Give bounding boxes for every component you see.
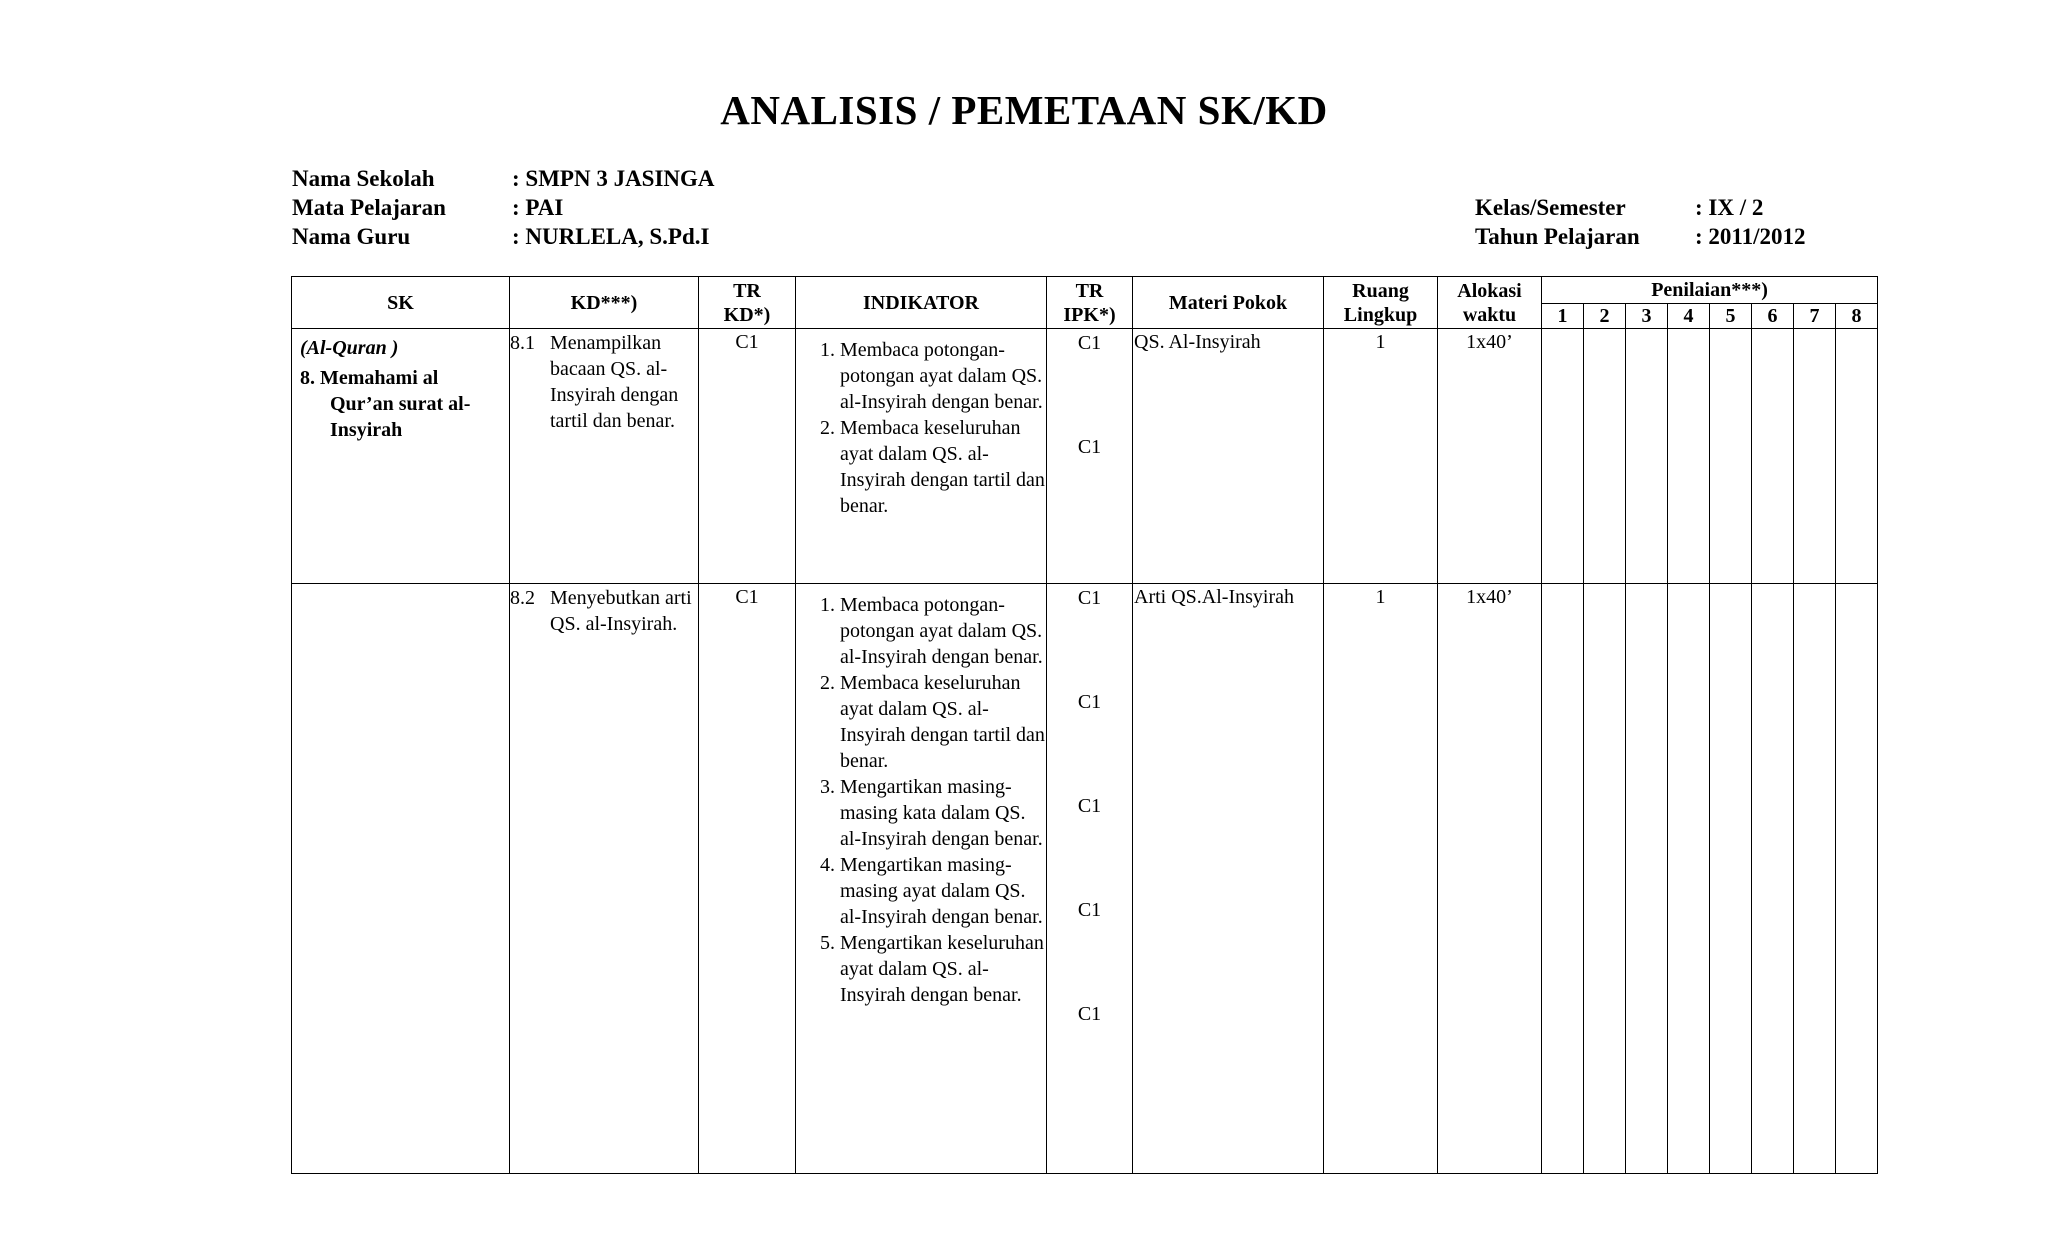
tr-kd-cell: C1 bbox=[699, 584, 796, 1174]
indicator-item: 3. Mengartikan masing-masing kata dalam QS. al-Insyirah dengan benar. bbox=[840, 774, 1046, 852]
table-row bbox=[292, 584, 1878, 1174]
indicator-list bbox=[796, 592, 1046, 1008]
col-alokasi-label: Alokasi waktu bbox=[1457, 279, 1522, 326]
penilaian-cell bbox=[1668, 329, 1710, 584]
class-row bbox=[1475, 193, 1806, 222]
col-sk: SK bbox=[292, 277, 510, 329]
header-row bbox=[292, 277, 1878, 304]
indikator-cell bbox=[796, 584, 1047, 1174]
col-kd: KD***) bbox=[510, 277, 699, 329]
penilaian-cell bbox=[1752, 329, 1794, 584]
indicator-item: 2. Membaca keseluruhan ayat dalam QS. al-Insyirah dengan tartil dan benar. bbox=[840, 670, 1046, 774]
indicator-item: 2. Membaca keseluruhan ayat dalam QS. al-Insyirah dengan tartil dan benar. bbox=[840, 415, 1046, 519]
tr-ipk-cell bbox=[1047, 329, 1133, 584]
col-tr-ipk bbox=[1047, 277, 1133, 329]
penilaian-cell bbox=[1668, 584, 1710, 1174]
col-penilaian: Penilaian***) bbox=[1542, 277, 1878, 304]
school-value: : SMPN 3 JASINGA bbox=[512, 166, 715, 191]
penilaian-col-6: 6 bbox=[1752, 304, 1794, 329]
penilaian-col-1: 1 bbox=[1542, 304, 1584, 329]
subject-label: Mata Pelajaran bbox=[292, 195, 446, 220]
penilaian-cell bbox=[1584, 584, 1626, 1174]
materi-cell: QS. Al-Insyirah bbox=[1133, 329, 1324, 584]
indicator-item: 1. Membaca potongan-potongan ayat dalam QS. al-Insyirah dengan benar. bbox=[840, 592, 1046, 670]
penilaian-col-8: 8 bbox=[1836, 304, 1878, 329]
col-materi: Materi Pokok bbox=[1133, 277, 1324, 329]
col-indikator: INDIKATOR bbox=[796, 277, 1047, 329]
alokasi-cell: 1x40’ bbox=[1438, 584, 1542, 1174]
col-ruang bbox=[1324, 277, 1438, 329]
sk-cell bbox=[292, 584, 510, 1174]
col-tr-kd-label: TR KD*) bbox=[723, 279, 771, 326]
penilaian-cell bbox=[1794, 584, 1836, 1174]
class-label: Kelas/Semester bbox=[1475, 195, 1626, 220]
indicator-item: 5. Mengartikan keseluruhan ayat dalam QS. al-Insyirah dengan benar. bbox=[840, 930, 1046, 1008]
teacher-value: : NURLELA, S.Pd.I bbox=[512, 224, 710, 249]
subject-value: : PAI bbox=[512, 195, 564, 220]
tr-ipk-item: C1 bbox=[1077, 795, 1102, 817]
penilaian-col-3: 3 bbox=[1626, 304, 1668, 329]
kd-number: 8.1 bbox=[510, 332, 535, 354]
tr-kd-cell: C1 bbox=[699, 329, 796, 584]
col-ruang-label: Ruang Lingkup bbox=[1343, 279, 1418, 326]
penilaian-col-7: 7 bbox=[1794, 304, 1836, 329]
kd-text: Menampilkan bacaan QS. al-Insyirah dengan tartil dan benar. bbox=[550, 332, 679, 432]
tr-ipk-item: C1 bbox=[1077, 899, 1102, 921]
kd-number: 8.2 bbox=[510, 587, 535, 609]
year-label: Tahun Pelajaran bbox=[1475, 224, 1640, 249]
indicator-item: 4. Mengartikan masing-masing ayat dalam QS. al-Insyirah dengan benar. bbox=[840, 852, 1046, 930]
sk-cell bbox=[292, 329, 510, 584]
penilaian-cell bbox=[1584, 329, 1626, 584]
tr-ipk-item: C1 bbox=[1077, 436, 1102, 458]
table-row bbox=[292, 329, 1878, 584]
indicator-list bbox=[796, 337, 1046, 519]
tr-ipk-item: C1 bbox=[1077, 587, 1102, 609]
tr-ipk-item: C1 bbox=[1077, 332, 1102, 354]
kd-cell bbox=[510, 329, 699, 584]
ruang-cell: 1 bbox=[1324, 584, 1438, 1174]
document-title: ANALISIS / PEMETAAN SK/KD bbox=[720, 87, 1328, 133]
teacher-label: Nama Guru bbox=[292, 224, 411, 249]
sk-category: (Al-Quran ) bbox=[300, 337, 399, 359]
penilaian-cell bbox=[1626, 584, 1668, 1174]
penilaian-cell bbox=[1836, 584, 1878, 1174]
kd-text: Menyebutkan arti QS. al-Insyirah. bbox=[550, 587, 692, 635]
year-value: : 2011/2012 bbox=[1695, 224, 1806, 249]
penilaian-col-4: 4 bbox=[1668, 304, 1710, 329]
tr-ipk-item: C1 bbox=[1077, 1003, 1102, 1025]
penilaian-cell bbox=[1542, 584, 1584, 1174]
class-value: : IX / 2 bbox=[1695, 195, 1764, 220]
mapping-table bbox=[291, 276, 1878, 1174]
penilaian-cell bbox=[1710, 329, 1752, 584]
indikator-cell bbox=[796, 329, 1047, 584]
penilaian-col-2: 2 bbox=[1584, 304, 1626, 329]
penilaian-cell bbox=[1626, 329, 1668, 584]
materi-cell: Arti QS.Al-Insyirah bbox=[1133, 584, 1324, 1174]
school-row bbox=[292, 164, 715, 193]
penilaian-cell bbox=[1710, 584, 1752, 1174]
info-left bbox=[292, 164, 715, 251]
penilaian-cell bbox=[1836, 329, 1878, 584]
penilaian-cell bbox=[1794, 329, 1836, 584]
subject-row bbox=[292, 193, 715, 222]
indicator-item: 1. Membaca potongan-potongan ayat dalam QS. al-Insyirah dengan benar. bbox=[840, 337, 1046, 415]
tr-ipk-item: C1 bbox=[1077, 691, 1102, 713]
col-alokasi bbox=[1438, 277, 1542, 329]
penilaian-cell bbox=[1542, 329, 1584, 584]
col-tr-kd bbox=[699, 277, 796, 329]
col-tr-ipk-label: TR IPK*) bbox=[1063, 279, 1116, 326]
school-label: Nama Sekolah bbox=[292, 166, 435, 191]
ruang-cell: 1 bbox=[1324, 329, 1438, 584]
alokasi-cell: 1x40’ bbox=[1438, 329, 1542, 584]
sk-title: 8. Memahami al Qur’an surat al-Insyirah bbox=[300, 367, 471, 441]
penilaian-cell bbox=[1752, 584, 1794, 1174]
kd-cell bbox=[510, 584, 699, 1174]
teacher-row bbox=[292, 222, 715, 251]
penilaian-col-5: 5 bbox=[1710, 304, 1752, 329]
year-row bbox=[1475, 222, 1806, 251]
info-right bbox=[1475, 193, 1806, 251]
tr-ipk-cell bbox=[1047, 584, 1133, 1174]
